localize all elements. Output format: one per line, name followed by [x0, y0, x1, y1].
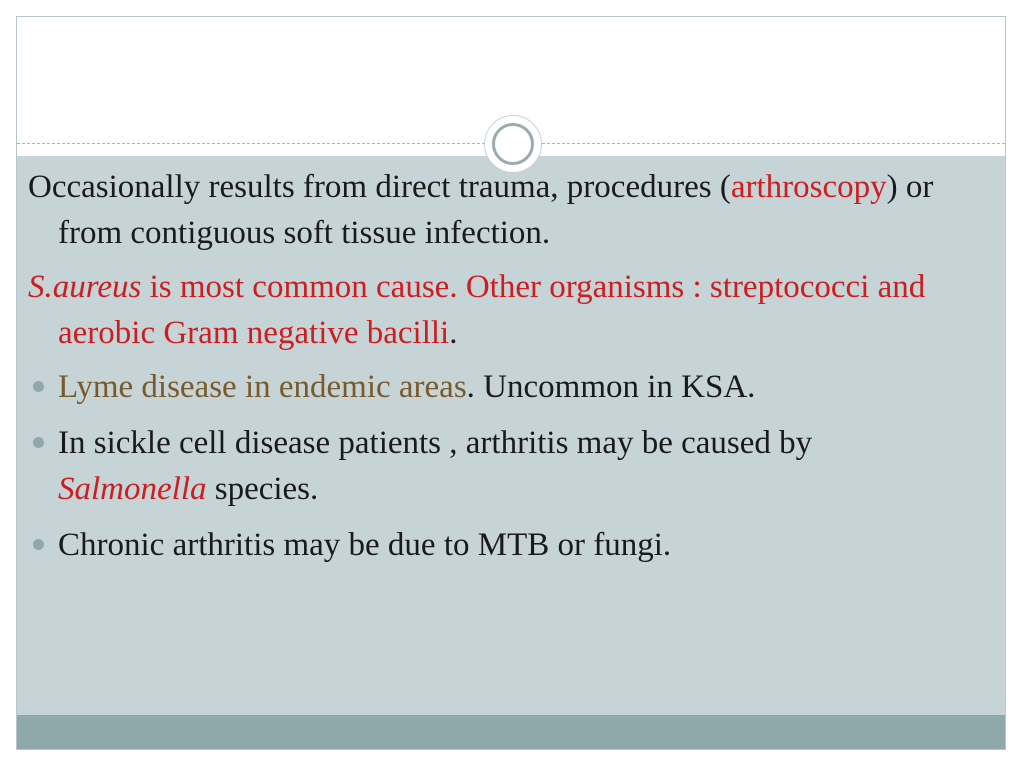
bullet-dot-icon	[33, 381, 44, 392]
saureus-term: S.aureus	[28, 269, 142, 305]
salmonella-term: Salmonella	[58, 471, 207, 507]
paragraph-trauma-text-1: Occasionally results from direct trauma, procedures (	[28, 169, 731, 205]
arthroscopy-term: arthroscopy	[730, 169, 887, 205]
bullet-dot-icon	[33, 437, 44, 448]
paragraph-trauma-text-2: ) or from contiguous soft tissue infection.	[58, 169, 934, 251]
paragraph-trauma	[28, 164, 968, 256]
paragraph-organisms	[28, 264, 968, 356]
bullet-dot-icon	[33, 539, 44, 550]
paragraph-organisms-text: is most common cause. Other organisms : streptococci and aerobic Gram negative bacilli	[58, 269, 926, 351]
footer-band	[17, 715, 1005, 749]
bullet-sickle-cell	[28, 420, 968, 512]
bullet-sickle-text-1: In sickle cell disease patients , arthritis may be caused by	[58, 425, 813, 461]
lyme-term: Lyme disease in endemic areas	[58, 369, 467, 405]
circle-ornament-ring	[492, 123, 534, 165]
bullet-lyme	[28, 364, 968, 410]
slide-body	[28, 164, 968, 578]
paragraph-organisms-period: .	[449, 315, 458, 351]
bullet-chronic-text: Chronic arthritis may be due to MTB or fungi.	[58, 527, 672, 563]
bullet-chronic	[28, 522, 968, 568]
bullet-sickle-text-2: species.	[206, 471, 319, 507]
bullet-lyme-text: . Uncommon in KSA.	[466, 369, 756, 405]
